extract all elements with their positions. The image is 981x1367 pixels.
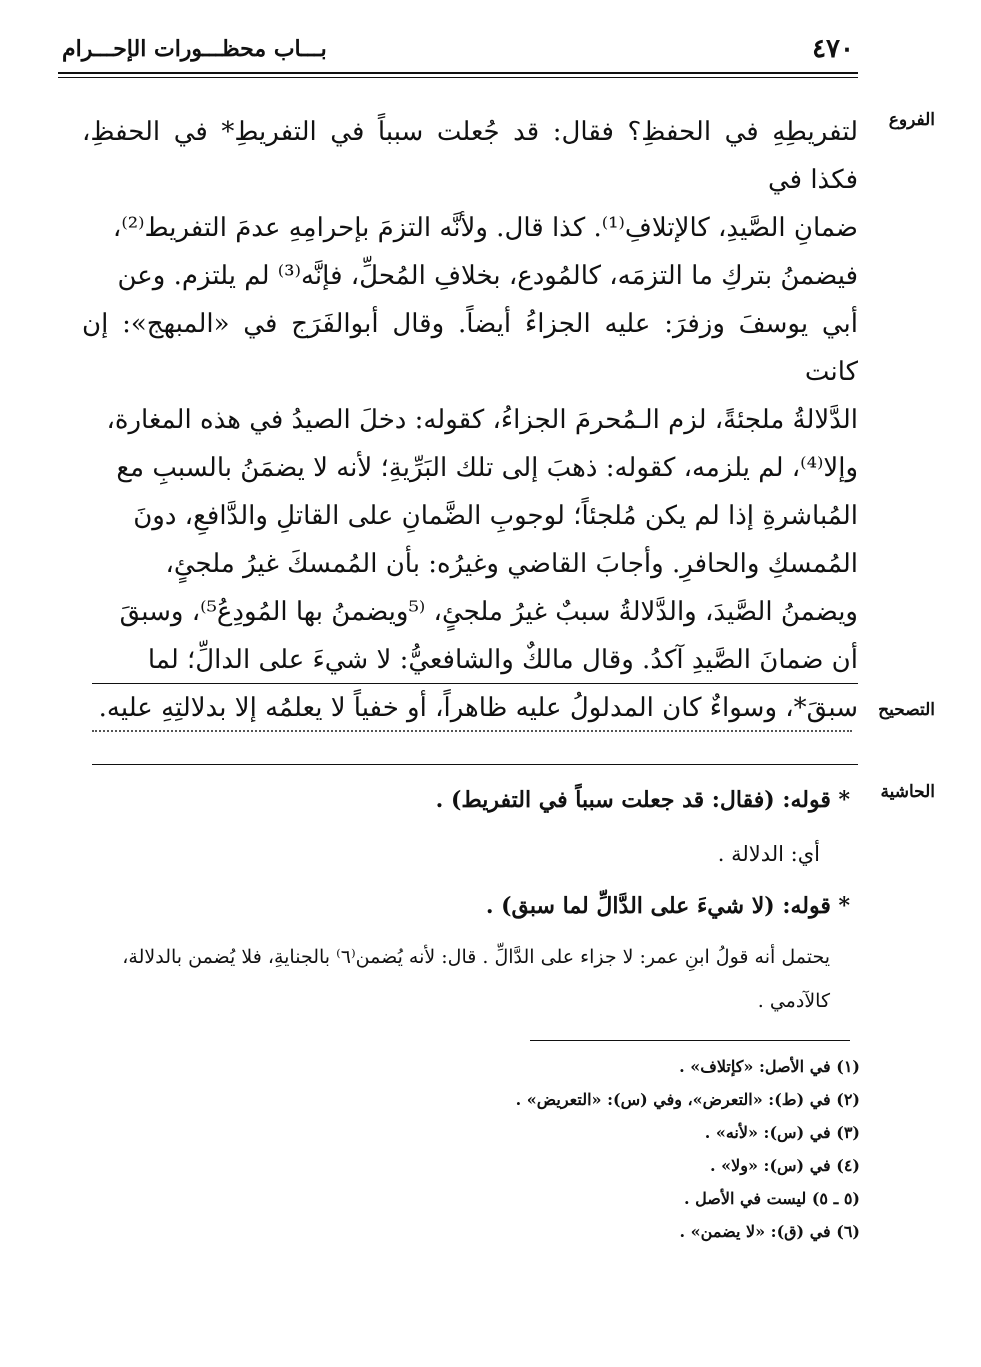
text-line: المُمسكِ والحافرِ. وأجابَ القاضي وغيرُه: بأن المُمسكَ غيرُ ملجئٍ، [165, 549, 858, 579]
text-line: المُباشرةِ إذا لم يكن مُلجئاً؛ لوجوبِ الضَّمانِ على القاتلِ والدَّافعِ، دونَ [133, 501, 858, 531]
section-divider [92, 764, 858, 765]
text-line: الدَّلالةُ ملجئةً، لزم الـمُحرمَ الجزاءُ، كقوله: دخلَ الصيدُ في هذه المغارة، [106, 405, 858, 435]
text-line: أن ضمانَ الصَّيدِ آكدُ. وقال مالكٌ والشافعيُّ: لا شيءَ على الدالِّ؛ لما [147, 645, 858, 675]
label-hashiya: الحاشية [880, 782, 935, 802]
hashiya-comment: كالآدمي . [757, 990, 830, 1012]
main-text [82, 108, 858, 732]
text-line: فيضمنُ بتركِ ما التزمَه، كالمُودع، بخلافِ المُحلِّ، فإنَّه⁽³⁾ لم يلتزم. وعن [117, 261, 858, 291]
footnote: (١) في الأصل: «كإتلاف» . [679, 1057, 860, 1076]
footnote: (٢) في (ط): «التعرض»، وفي (س): «التعريض» . [515, 1090, 860, 1109]
footnote: (٥ ـ ٥) ليست في الأصل . [684, 1189, 860, 1208]
footnote: (٦) في (ق): «لا يضمن» . [679, 1222, 860, 1241]
page-number: ٤٧٠ [812, 34, 854, 64]
footnote: (٣) في (س): «لأنه» . [704, 1123, 860, 1142]
section-divider [92, 683, 858, 684]
label-furu: الفروع [888, 110, 935, 130]
text-line: أبي يوسفَ وزفرَ: عليه الجزاءُ أيضاً. وقال أبوالفَرَج في «المبهج»: إن كانت [82, 309, 858, 387]
text-line: لتفريطِهِ في الحفظِ؟ فقال: قد جُعلت سبباً في التفريطِ* في الحفظِ، فكذا في [82, 117, 858, 195]
header-rule-thin [58, 77, 858, 78]
footnotes [480, 1050, 860, 1248]
page-header [58, 28, 858, 70]
hashiya-comment: أي: الدلالة . [717, 842, 820, 866]
label-tashih: التصحيح [878, 700, 935, 720]
hashiya-quote: * قوله: (فقال: قد جعلت سبباً في التفريط) . [435, 787, 850, 813]
hashiya-block [92, 780, 850, 1020]
footnote-separator [530, 1040, 850, 1041]
hashiya-quote: * قوله: (لا شيءَ على الدَّالِّ لما سبق) . [485, 893, 850, 919]
hashiya-comment: يحتمل أنه قولُ ابنِ عمر: لا جزاء على الدَّالِّ . قال: لأنه يُضمن⁽٦⁾ بالجنايةِ، فلا يُضمن بالدلالة، [122, 946, 830, 968]
tashih-dotted-line [92, 730, 852, 732]
text-line: ضمانِ الصَّيدِ، كالإتلافِ⁽¹⁾. كذا قال. ولأنَّه التزمَ بإحرامِهِ عدمَ التفريط⁽²⁾، [112, 213, 858, 243]
text-line: ويضمنُ الصَّيدَ، والدَّلالةُ سببٌ غيرُ ملجئٍ، ⁽⁵ويضمنُ بها المُودِعُ⁵⁾، وسبقَ [119, 597, 858, 627]
text-line: وإلا⁽⁴⁾، لم يلزمه، كقوله: ذهبَ إلى تلك البَرِّيةِ؛ لأنه لا يضمَنُ بالسببِ مع [116, 453, 858, 483]
running-title: بـــاب محظـــورات الإحـــرام [62, 36, 327, 62]
footnote: (٤) في (س): «ولا» . [709, 1156, 860, 1175]
header-rule [58, 72, 858, 74]
text-line: سبقَ*، وسواءٌ كان المدلولُ عليه ظاهراً، أو خفياً لا يعلمُه إلا بدلالتِهِ عليه. [98, 693, 858, 723]
